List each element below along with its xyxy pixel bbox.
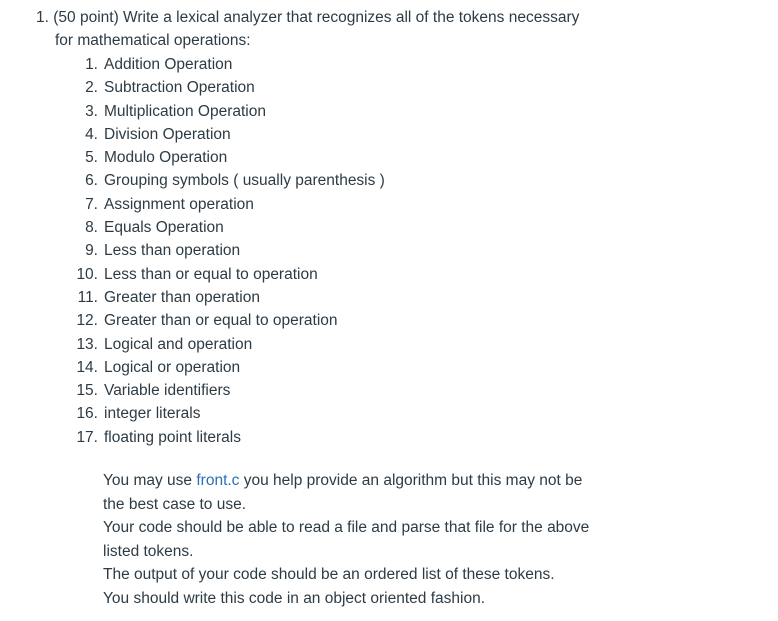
- list-item-text: Logical and operation: [104, 335, 253, 353]
- question-prompt-line1: (50 point) Write a lexical analyzer that recognizes all of the tokens necessary: [53, 9, 580, 26]
- list-item-text: Variable identifiers: [104, 382, 231, 400]
- question-prompt-line2: for mathematical operations:: [55, 32, 251, 49]
- note-front-c: [103, 469, 623, 493]
- list-item: [36, 53, 736, 76]
- list-item-number: 10.: [76, 265, 98, 283]
- note-read-file-line2: listed tokens.: [103, 542, 194, 560]
- list-item-text: Assignment operation: [104, 195, 254, 213]
- list-item: [36, 263, 736, 286]
- list-item-number: 9.: [85, 242, 98, 260]
- list-item-number: 3.: [85, 102, 98, 120]
- list-item-text: Greater than operation: [104, 288, 260, 306]
- front-c-link[interactable]: front.c: [196, 472, 240, 489]
- list-item-number: 16.: [76, 405, 98, 423]
- note-read-file-line1: Your code should be able to read a file and parse that file for the above: [103, 519, 590, 536]
- list-item-number: 1.: [85, 56, 98, 73]
- list-item-number: 13.: [76, 335, 98, 353]
- list-item-text: Greater than or equal to operation: [104, 312, 338, 330]
- list-item-number: 15.: [76, 382, 98, 400]
- list-item-text: Less than operation: [104, 242, 241, 260]
- list-item-number: 4.: [85, 125, 98, 143]
- list-item-text: Addition Operation: [104, 56, 233, 73]
- list-item: [36, 193, 736, 216]
- list-item: [36, 100, 736, 123]
- list-item: [36, 333, 736, 356]
- list-item-text: Multiplication Operation: [104, 102, 266, 120]
- list-item: [36, 286, 736, 309]
- list-item-number: 2.: [85, 79, 98, 97]
- list-item: [36, 426, 736, 449]
- note-front-c-prefix: You may use: [103, 472, 197, 489]
- list-item-text: Grouping symbols ( usually parenthesis ): [104, 172, 385, 190]
- list-item: [36, 216, 736, 239]
- list-item: [36, 123, 736, 146]
- list-item: [36, 239, 736, 262]
- list-item: [36, 402, 736, 425]
- list-item: [36, 146, 736, 169]
- token-list: [36, 53, 736, 449]
- list-item-text: Logical or operation: [104, 358, 241, 376]
- list-item-number: 17.: [76, 428, 98, 446]
- list-item-number: 5.: [85, 149, 98, 167]
- list-item-text: Equals Operation: [104, 219, 224, 237]
- list-item-number: 14.: [76, 358, 98, 376]
- list-item-text: Less than or equal to operation: [104, 265, 318, 283]
- note-output: The output of your code should be an ordered list of these tokens.: [103, 566, 555, 583]
- list-item-number: 7.: [85, 195, 98, 213]
- list-item-number: 6.: [85, 172, 98, 190]
- list-item-number: 8.: [85, 219, 98, 237]
- instructions-notes: [103, 469, 623, 610]
- question-prompt: [36, 6, 736, 29]
- list-item-text: Subtraction Operation: [104, 79, 255, 97]
- note-front-c-suffix: you help provide an algorithm but this may not be: [239, 472, 583, 489]
- list-item-text: Division Operation: [104, 125, 231, 143]
- list-item-number: 12.: [76, 312, 98, 330]
- question-number: 1.: [36, 9, 49, 26]
- note-object-oriented: You should write this code in an object oriented fashion.: [103, 589, 486, 607]
- list-item-text: Modulo Operation: [104, 149, 228, 167]
- note-front-c-line2: the best case to use.: [103, 495, 247, 513]
- list-item-text: integer literals: [104, 405, 201, 423]
- list-item-text: floating point literals: [104, 428, 241, 446]
- list-item-number: 11.: [77, 288, 98, 306]
- list-item: [36, 356, 736, 379]
- question-1: [36, 6, 736, 449]
- list-item: [36, 379, 736, 402]
- list-item: [36, 169, 736, 192]
- list-item: [36, 76, 736, 99]
- list-item: [36, 309, 736, 332]
